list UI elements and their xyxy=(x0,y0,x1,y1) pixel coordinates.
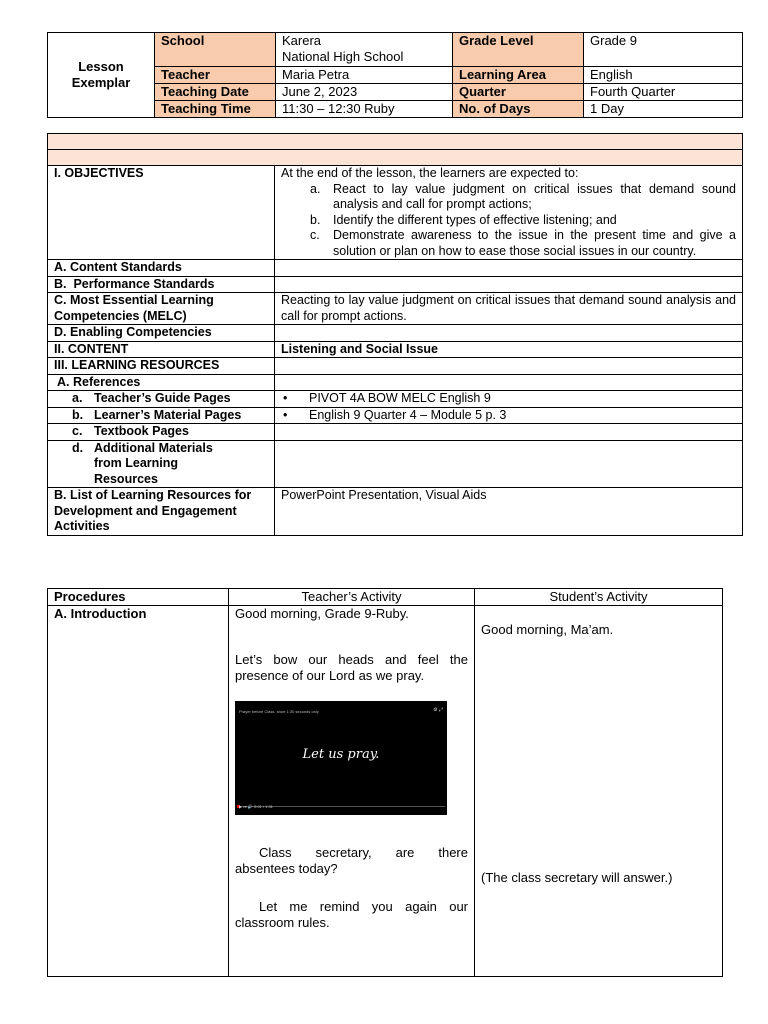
enabling-competencies-label: D. Enabling Competencies xyxy=(48,325,275,342)
grade-level-value: Grade 9 xyxy=(584,33,743,67)
procedures-header: Procedures xyxy=(48,589,229,606)
objectives-label: I. OBJECTIVES xyxy=(48,166,275,260)
peach-band-2 xyxy=(48,150,743,166)
content-standards-value xyxy=(275,260,743,277)
teacher-activity-header: Teacher’s Activity xyxy=(229,589,475,606)
introduction-label: A. Introduction xyxy=(48,605,229,976)
teacher-attendance: Class secretary, are there absentees today? xyxy=(235,845,468,876)
list-resources-label: B. List of Learning Resources for Development and Engagement Activities xyxy=(48,488,275,536)
student-secretary: (The class secretary will answer.) xyxy=(481,870,673,885)
school-value: Karera National High School xyxy=(276,33,453,67)
learners-material-value: • English 9 Quarter 4 – Module 5 p. 3 xyxy=(275,407,743,424)
video-title: Prayer before Class, short 1:30 seconds only xyxy=(239,709,319,714)
quarter-label: Quarter xyxy=(453,84,584,101)
teacher-rules: Let me remind you again our classroom rules. xyxy=(235,899,468,930)
learning-resources-value xyxy=(275,358,743,375)
teaching-time-value: 11:30 – 12:30 Ruby xyxy=(276,101,453,118)
list-resources-value: PowerPoint Presentation, Visual Aids xyxy=(275,488,743,536)
teachers-guide-value: • PIVOT 4A BOW MELC English 9 xyxy=(275,391,743,408)
video-controls[interactable]: ▶ ⏭ 🔊 0:01 / 1:31 xyxy=(239,803,273,809)
school-label: School xyxy=(155,33,276,67)
learning-resources-label: III. LEARNING RESOURCES xyxy=(48,358,275,375)
melc-label: C. Most Essential Learning Competencies (MELC) xyxy=(48,293,275,325)
objectives-content xyxy=(275,166,743,260)
performance-standards-label: B. Performance Standards xyxy=(48,276,275,293)
enabling-competencies-value xyxy=(275,325,743,342)
objective-item: a. React to lay value judgment on critical issues that demand sound analysis and call for prompt actions; xyxy=(310,181,736,211)
lesson-exemplar-title: Lesson Exemplar xyxy=(48,33,155,118)
prayer-video[interactable] xyxy=(235,701,447,815)
teaching-time-label: Teaching Time xyxy=(155,101,276,118)
student-activity-cell xyxy=(475,605,723,976)
content-value: Listening and Social Issue xyxy=(275,341,743,358)
teacher-activity-cell xyxy=(229,605,475,976)
video-settings-icon[interactable]: ⚙ ⤢ xyxy=(433,707,443,713)
objectives-table xyxy=(47,133,743,536)
procedures-table xyxy=(47,588,723,977)
objectives-intro: At the end of the lesson, the learners are expected to: xyxy=(281,166,579,180)
learners-material-label: b. Learner’s Material Pages xyxy=(48,407,275,424)
teacher-greeting: Good morning, Grade 9-Ruby. xyxy=(235,605,409,621)
teacher-value: Maria Petra xyxy=(276,67,453,84)
objective-item: c. Demonstrate awareness to the issue in the present time and give a solution or plan on how to ease those social issues in our country. xyxy=(310,228,736,258)
grade-level-label: Grade Level xyxy=(453,33,584,67)
textbook-pages-label: c. Textbook Pages xyxy=(48,424,275,441)
video-caption: Let us pray. xyxy=(302,747,380,762)
peach-band-1 xyxy=(48,134,743,150)
additional-materials-label: d. Additional Materials from Learning Resources xyxy=(48,440,275,488)
lesson-header-table xyxy=(47,32,743,118)
additional-materials-value xyxy=(275,440,743,488)
days-label: No. of Days xyxy=(453,101,584,118)
performance-standards-value xyxy=(275,276,743,293)
teacher-label: Teacher xyxy=(155,67,276,84)
learning-area-value: English xyxy=(584,67,743,84)
teaching-date-value: June 2, 2023 xyxy=(276,84,453,101)
references-value xyxy=(275,374,743,391)
textbook-pages-value xyxy=(275,424,743,441)
teacher-prayer: Let’s bow our heads and feel the presence of our Lord as we pray. xyxy=(235,652,468,683)
objective-item: b. Identify the different types of effective listening; and xyxy=(310,212,617,227)
student-greeting: Good morning, Ma’am. xyxy=(481,621,614,637)
days-value: 1 Day xyxy=(584,101,743,118)
teachers-guide-label: a. Teacher’s Guide Pages xyxy=(48,391,275,408)
content-label: II. CONTENT xyxy=(48,341,275,358)
quarter-value: Fourth Quarter xyxy=(584,84,743,101)
objectives-list xyxy=(281,182,736,260)
learning-area-label: Learning Area xyxy=(453,67,584,84)
melc-value: Reacting to lay value judgment on critical issues that demand sound analysis and call for prompt actions. xyxy=(275,293,743,325)
content-standards-label: A. Content Standards xyxy=(48,260,275,277)
teaching-date-label: Teaching Date xyxy=(155,84,276,101)
references-label: A. References xyxy=(48,374,275,391)
student-activity-header: Student’s Activity xyxy=(475,589,723,606)
